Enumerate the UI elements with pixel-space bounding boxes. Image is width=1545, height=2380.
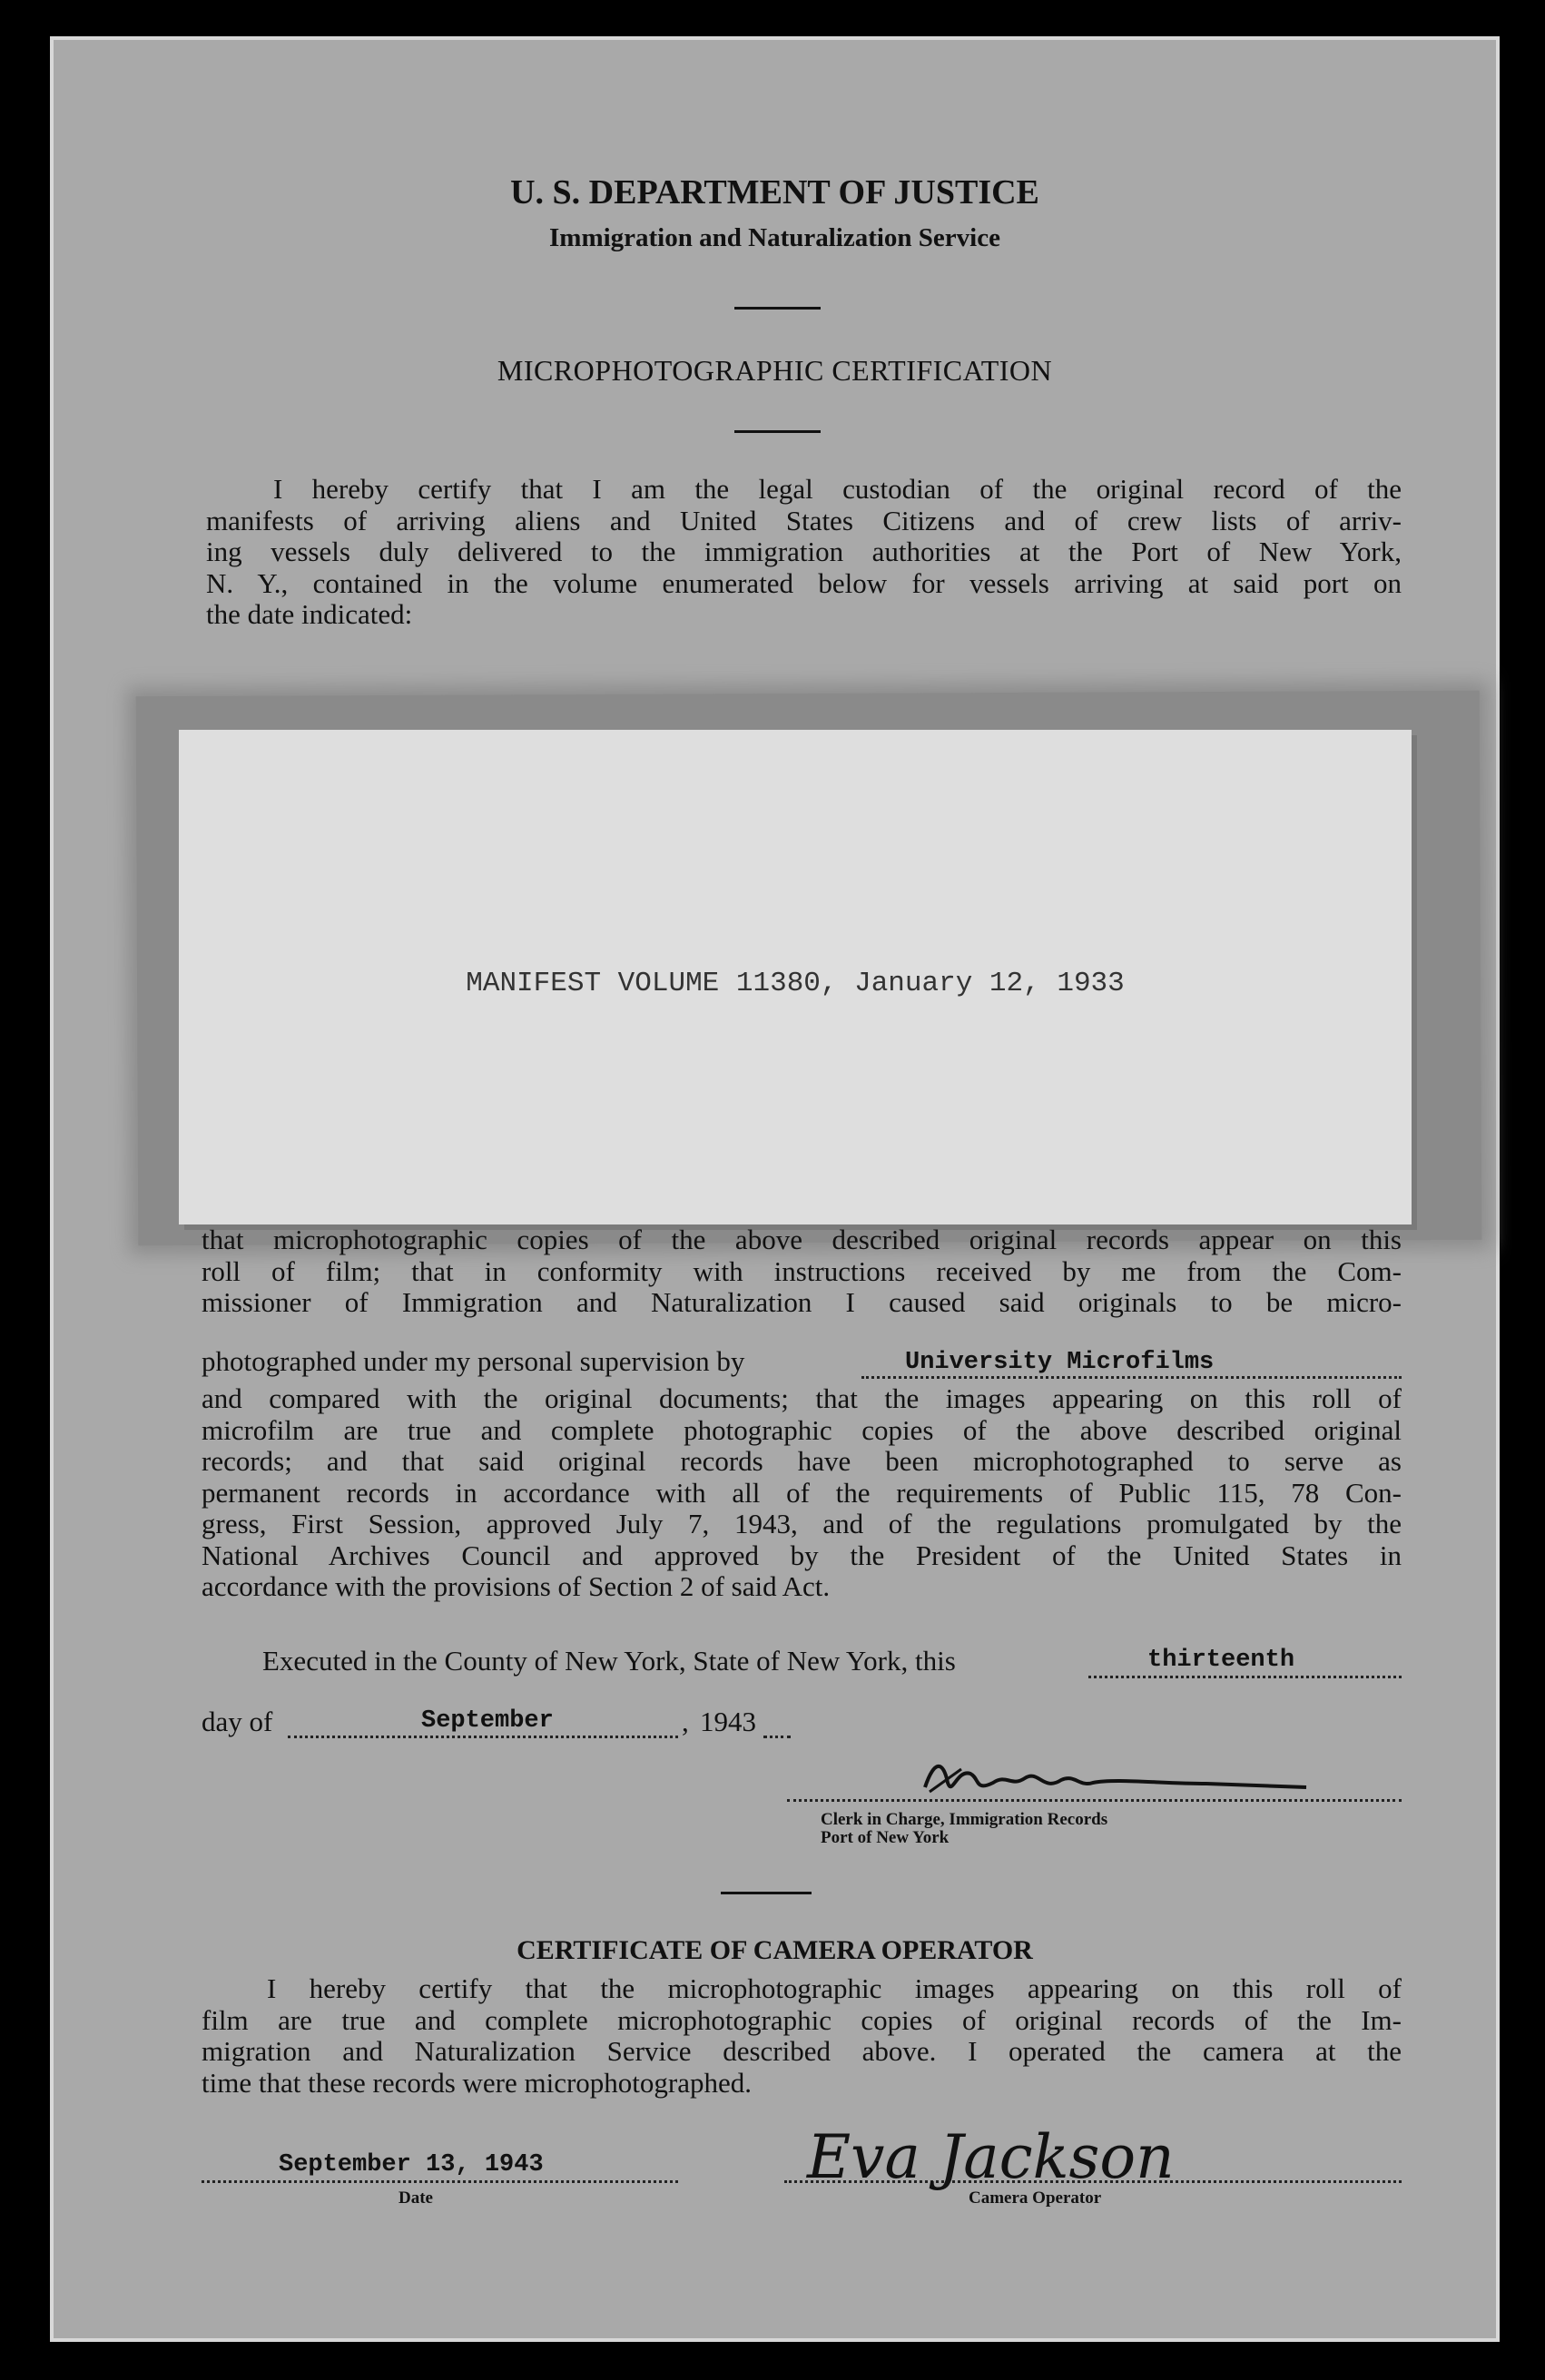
operator-signature xyxy=(798,2110,1361,2196)
supervision-line xyxy=(202,1345,1402,1378)
intro-line: ing vessels duly delivered to the immigration authorities at the Port of New York, xyxy=(206,536,1402,567)
divider xyxy=(721,1892,812,1894)
body-line: permanent records in accordance with all of the requirements of Public 115, 78 Con- xyxy=(202,1476,1402,1509)
manifest-volume-text: MANIFEST VOLUME 11380, January 12, 1933 xyxy=(466,968,1125,999)
body-line: accordance with the provisions of Section 2 of said Act. xyxy=(202,1570,831,1602)
year-dotted-line xyxy=(763,1736,791,1738)
manifest-insert xyxy=(179,730,1412,1224)
supervision-prefix: photographed under my personal supervision by xyxy=(202,1345,745,1377)
operator-paragraph xyxy=(202,1973,1402,2099)
body-line: and compared with the original documents; that the images appearing on this roll of xyxy=(202,1382,1402,1414)
body-line: missioner of Immigration and Naturalization I caused said originals to be micro- xyxy=(202,1286,1402,1318)
intro-line: N. Y., contained in the volume enumerated below for vessels arriving at said port on xyxy=(206,566,1402,599)
intro-line: I hereby certify that I am the legal custodian of the original record of the xyxy=(273,473,1402,505)
operator-line: I hereby certify that the microphotographic images appearing on this roll of xyxy=(267,1972,1402,2004)
body-paragraph-top xyxy=(202,1224,1402,1319)
supervision-dotted-line xyxy=(861,1376,1402,1379)
operator-line: time that these records were microphotographed. xyxy=(202,2066,752,2099)
clerk-signature xyxy=(907,1751,1333,1805)
department-heading: U. S. DEPARTMENT OF JUSTICE xyxy=(510,173,1039,211)
day-of-label: day of xyxy=(202,1706,273,1737)
body-line: National Archives Council and approved by the President of the United States in xyxy=(202,1539,1402,1571)
operator-signature-text: Eva Jackson xyxy=(807,2122,1175,2192)
divider xyxy=(734,307,821,310)
day-dotted-line xyxy=(1088,1676,1402,1678)
year-comma: , xyxy=(682,1706,689,1737)
date-value: September 13, 1943 xyxy=(279,2151,544,2178)
executed-text: Executed in the County of New York, State of New York, this xyxy=(262,1645,956,1677)
day-value: thirteenth xyxy=(1147,1647,1295,1674)
month-dotted-line xyxy=(288,1736,678,1738)
date-label: Date xyxy=(399,2188,433,2208)
year-value: 1943 xyxy=(700,1706,756,1737)
intro-line: manifests of arriving aliens and United States Citizens and of crew lists of arriv- xyxy=(206,504,1402,536)
date-dotted-line xyxy=(202,2180,678,2183)
clerk-title: Clerk in Charge, Immigration Records xyxy=(821,1810,1108,1829)
divider xyxy=(734,430,821,433)
body-line: that microphotographic copies of the above described original records appear on this xyxy=(202,1224,1402,1255)
intro-paragraph xyxy=(206,474,1402,631)
certificate-page xyxy=(50,36,1500,2342)
body-line: microfilm are true and complete photographic copies of the above described original xyxy=(202,1413,1402,1446)
operator-section-title: CERTIFICATE OF CAMERA OPERATOR xyxy=(517,1935,1033,1965)
body-paragraph-bottom xyxy=(202,1383,1402,1603)
certification-title: MICROPHOTOGRAPHIC CERTIFICATION xyxy=(497,354,1053,387)
body-line: gress, First Session, approved July 7, 1943, and of the regulations promulgated by the xyxy=(202,1508,1402,1539)
body-line: records; and that said original records have been microphotographed to serve as xyxy=(202,1445,1402,1477)
intro-line: the date indicated: xyxy=(206,598,413,630)
month-value: September xyxy=(421,1707,554,1735)
operator-label: Camera Operator xyxy=(969,2188,1102,2208)
body-line: roll of film; that in conformity with instructions received by me from the Com- xyxy=(202,1254,1402,1287)
clerk-port: Port of New York xyxy=(821,1828,950,1847)
operator-line: film are true and complete microphotographic copies of original records of the Im- xyxy=(202,2003,1402,2036)
operator-line: migration and Naturalization Service described above. I operated the camera at the xyxy=(202,2035,1402,2067)
company-name: University Microfilms xyxy=(905,1349,1215,1376)
service-subheading: Immigration and Naturalization Service xyxy=(549,223,1000,252)
